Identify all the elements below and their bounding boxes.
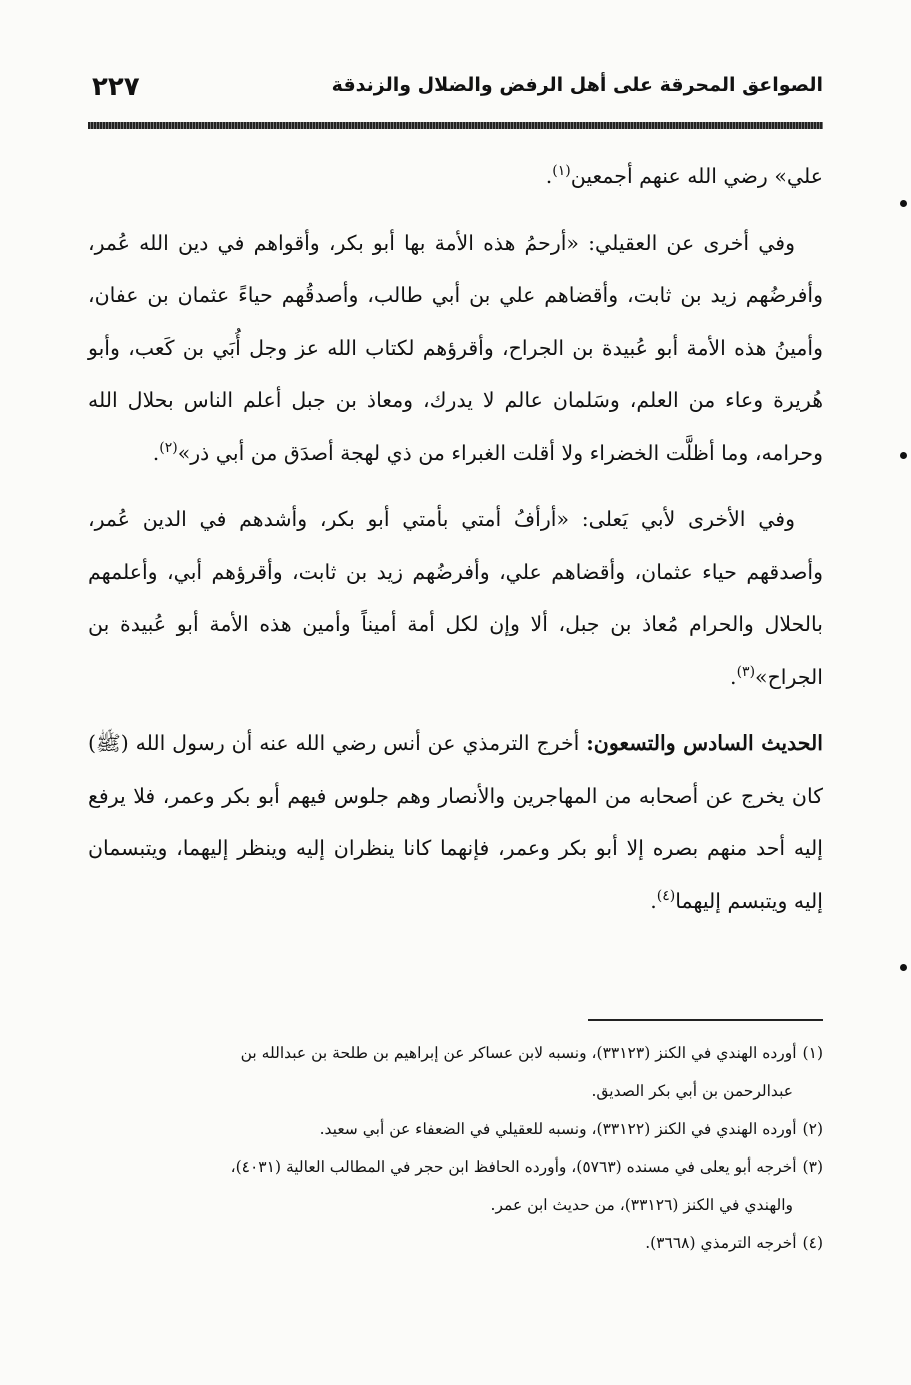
paragraph-text: علي» رضي الله عنهم أجمعين [570, 164, 823, 188]
footnote-reference: (٣) [736, 663, 756, 680]
footnote-2 [88, 1110, 823, 1148]
scan-mark [900, 964, 907, 971]
scan-mark [900, 452, 907, 459]
footnote-3 [88, 1148, 823, 1224]
footnote-text: أخرجه أبو يعلى في مسنده (٥٧٦٣)، وأورده الحافظ ابن حجر في المطالب العالية (٤٠٣١)، [230, 1158, 797, 1176]
paragraph-1 [88, 150, 823, 203]
paragraph-text: أخرج الترمذي عن أنس رضي الله عنه أن رسول الله (ﷺ) كان يخرج عن أصحابه من المهاجرين والأنصار وهم جلوس فيهم أبو بكر وعمر، فلا يرفع إليه أحد منهم بصره إلا أبو بكر وعمر، فإنهما كانا ينظران إليه وينظر إليهما، ويتبسمان إليه ويتبسم إليهما [88, 731, 823, 913]
footnote-text: أخرجه الترمذي (٣٦٦٨). [645, 1234, 797, 1252]
hadith-heading: الحديث السادس والتسعون: [586, 731, 823, 755]
paragraph-2 [88, 217, 823, 480]
footnote-number: (٣) [802, 1158, 823, 1176]
footnotes [88, 1034, 823, 1262]
scan-mark [900, 200, 907, 207]
footnote-4 [88, 1224, 823, 1262]
footnote-reference: (٢) [159, 439, 178, 456]
footnote-1 [88, 1034, 823, 1110]
footnote-number: (٤) [802, 1234, 823, 1252]
paragraph-4 [88, 717, 823, 927]
footnote-reference: (١) [552, 163, 571, 180]
page-header [88, 68, 823, 120]
paragraph-tail: . [545, 164, 553, 188]
footnote-number: (٢) [802, 1120, 823, 1138]
paragraph-text: وفي أخرى عن العقيلي: «أرحمُ هذه الأمة بها أبو بكر، وأقواهم في دين الله عُمر، وأفرضُهم زيد بن ثابت، وأقضاهم علي بن أبي طالب، وأصدقُهم حياءً عثمان بن عفان، وأمينُ هذه الأمة أبو عُبيدة بن الجراح، وأقرؤهم لكتاب الله عز وجل أُبَي بن كَعب، وأبو هُريرة وعاء من العلم، وسَلمان عالم لا يدرك، ومعاذ بن جبل أعلم الناس بحلال الله وحرامه، وما أظلَّت الخضراء ولا أقلت الغبراء من ذي لهجة أصدَق من أبي ذر» [88, 230, 823, 465]
running-title: الصواعق المحرقة على أهل الرفض والضلال والزندقة [331, 74, 823, 96]
paragraph-3 [88, 493, 823, 703]
footnote-text: أورده الهندي في الكنز (٣٣١٢٢)، ونسبه للعقيلي في الضعفاء عن أبي سعيد. [319, 1120, 797, 1138]
paragraph-tail: . [730, 664, 737, 689]
footnote-number: (١) [802, 1044, 823, 1062]
page-number: ٢٢٧ [92, 72, 140, 102]
paragraph-tail: . [650, 888, 657, 913]
paragraph-text: وفي الأخرى لأبي يَعلى: «أرأفُ أمتي بأمتي أبو بكر، وأشدهم في الدين عُمر، وأصدقهم حياء عثمان، وأقضاهم علي، وأفرضُهم زيد بن ثابت، وأقرؤهم أبي، وأعلمهم بالحلال والحرام مُعاذ بن جبل، ألا وإن لكل أمة أميناً وأمين هذه الأمة أبو عُبيدة بن الجراح» [88, 507, 823, 689]
footnote-separator [588, 1019, 823, 1021]
footnote-continuation: والهندي في الكنز (٣٣١٢٦)، من حديث ابن عمر. [490, 1196, 793, 1214]
footnote-continuation: عبدالرحمن بن أبي بكر الصديق. [591, 1082, 793, 1100]
paragraph-tail: . [152, 440, 160, 465]
footnote-text: أورده الهندي في الكنز (٣٣١٢٣)، ونسبه لابن عساكر عن إبراهيم بن طلحة بن عبدالله بن [240, 1044, 797, 1062]
footnote-reference: (٤) [656, 887, 676, 904]
main-text [88, 150, 823, 941]
header-rule [88, 122, 823, 129]
